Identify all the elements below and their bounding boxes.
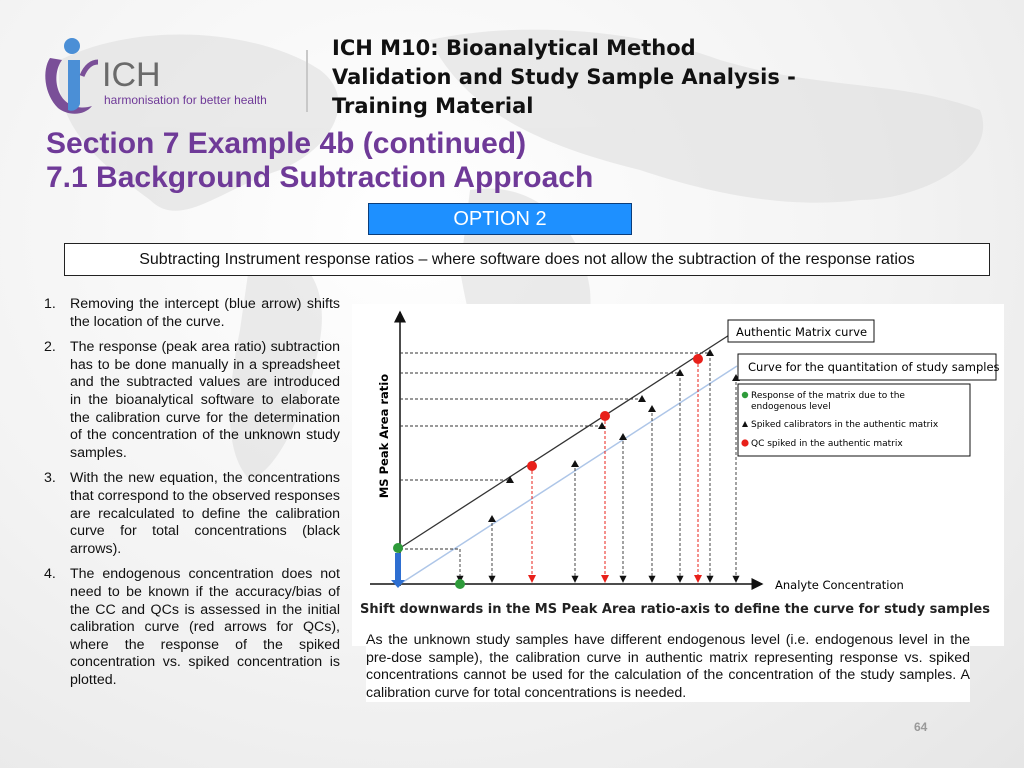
qc-point (600, 411, 610, 421)
list-item (44, 566, 340, 689)
legend-spiked-label: Spiked calibrators in the authentic matrix (751, 420, 939, 430)
explanation-note: As the unknown study samples have different endogenous level (i.e. endogenous level in the pre-dose sample), the calibration curve in authentic matrix representing response vs. spiked concentrations cannot be used for the calculation of the concentration of the study samples. A calibration curve for total concentrations is needed. (366, 632, 970, 701)
authentic-matrix-curve (400, 330, 737, 548)
ich-logo (40, 36, 280, 118)
logo-tagline: harmonisation for better health (104, 93, 267, 107)
step-number: 3. (44, 470, 56, 487)
legend-qc-marker (741, 439, 748, 446)
x-axis-label: Analyte Concentration (775, 578, 904, 592)
document-title (332, 34, 812, 121)
legend-endogenous-marker (742, 392, 748, 398)
document-title-line: Training Material (332, 94, 534, 118)
qc-point (527, 461, 537, 471)
document-title-line: Validation and Study Sample Analysis - (332, 65, 796, 89)
option-badge: OPTION 2 (368, 203, 632, 235)
step-text: With the new equation, the concentrations that correspond to the observed responses are recalculated to define the calibration curve for total concentrations (black arrows). (70, 470, 340, 557)
legend-qc-label: QC spiked in the authentic matrix (751, 439, 903, 449)
legend-endogenous-line2: endogenous level (751, 402, 831, 412)
authentic-curve-label: Authentic Matrix curve (736, 325, 868, 339)
quant-curve-label: Curve for the quantitation of study samples (748, 360, 1000, 374)
calibration-diagram-svg (352, 304, 1004, 646)
section-title-line1: Section 7 Example 4b (continued) (46, 127, 527, 160)
step-number: 2. (44, 339, 56, 356)
calibrator-markers (488, 349, 740, 522)
steps-list (44, 296, 340, 697)
list-item (44, 470, 340, 558)
calibration-diagram (352, 304, 1004, 646)
shift-arrow (395, 553, 401, 581)
header-divider (306, 50, 308, 112)
section-title (46, 127, 593, 195)
page-number: 64 (914, 720, 928, 734)
section-title-line2: 7.1 Background Subtraction Approach (46, 161, 594, 194)
y-axis-label: MS Peak Area ratio (377, 373, 391, 499)
qc-point (693, 354, 703, 364)
step-number: 1. (44, 296, 56, 312)
guide-lines (400, 353, 736, 582)
step-text: The endogenous concentration does not need to be known if the accuracy/bias of the CC and QCs is assessed in the initial calibration curve (red arrows for QCs), where the response of the spiked concentration vs. spiked concentration is plotted. (70, 566, 340, 688)
endogenous-point (393, 543, 403, 553)
subtitle-box: Subtracting Instrument response ratios – where software does not allow the subtraction of the response ratios (64, 243, 990, 276)
qc-guide-lines (532, 359, 698, 582)
step-text: Removing the intercept (blue arrow) shifts the location of the curve. (70, 296, 340, 330)
document-title-line: ICH M10: Bioanalytical Method (332, 36, 696, 60)
step-text: The response (peak area ratio) subtraction has to be done manually in a spreadsheet and the subtracted values are introduced in the bioanalytical software to elaborate the calibration curve for the determination of the concentration of the unknown study samples. (70, 339, 340, 461)
list-item (44, 296, 340, 331)
list-item (44, 339, 340, 462)
legend-endogenous-line1: Response of the matrix due to the (751, 391, 905, 401)
endogenous-point (455, 579, 465, 589)
step-number: 4. (44, 566, 56, 583)
logo-wordmark: ICH (102, 56, 161, 94)
diagram-caption: Shift downwards in the MS Peak Area ratio-axis to define the curve for study samples (360, 602, 990, 617)
